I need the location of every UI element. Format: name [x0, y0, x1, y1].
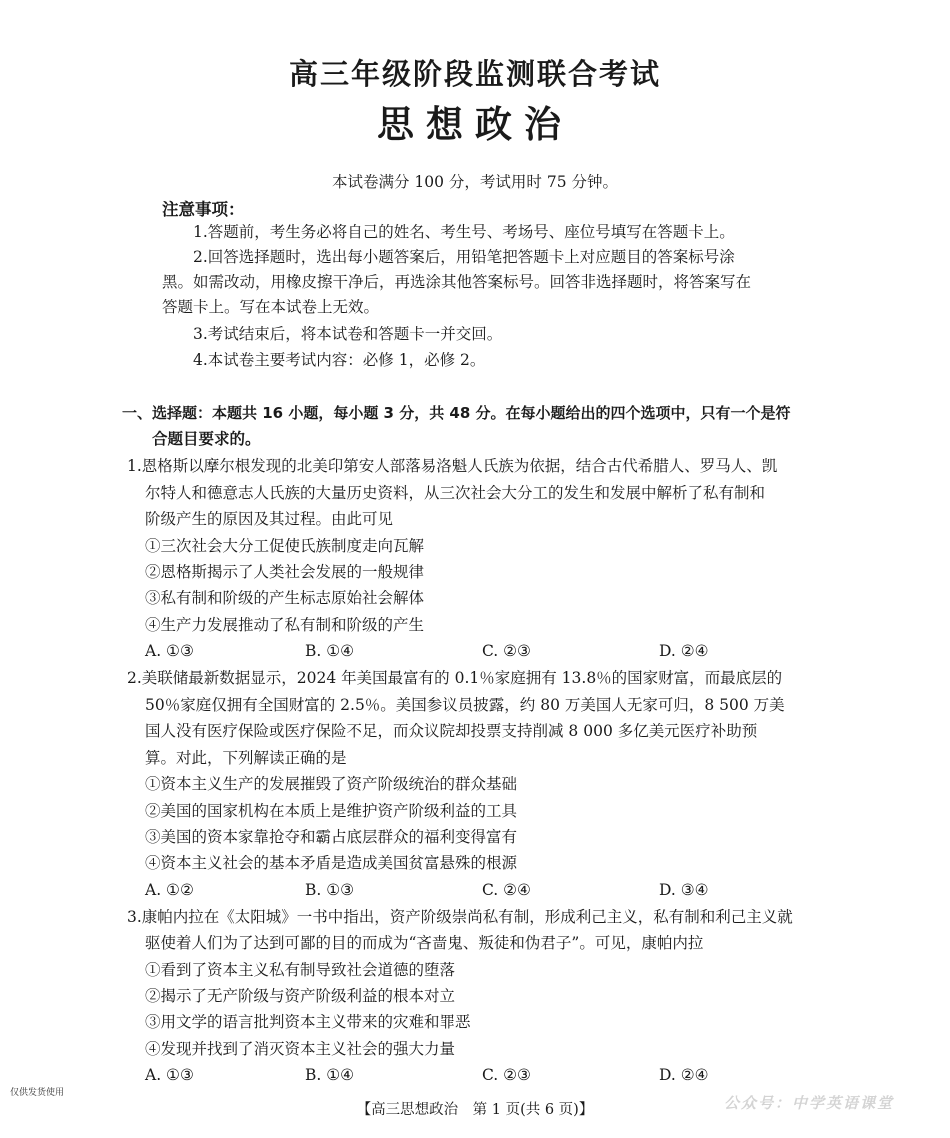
question-3-stem: 3.康帕内拉在《太阳城》一书中指出，资产阶级崇尚私有制，形成利己主义，私有制和利己主义就: [127, 908, 793, 926]
question-1-item: ④生产力发展推动了私有制和阶级的产生: [145, 616, 425, 634]
exam-info: 本试卷满分 100 分，考试用时 75 分钟。: [331, 173, 619, 191]
question-2-item: ②美国的国家机构在本质上是维护资产阶级利益的工具: [145, 802, 518, 820]
question-1-option-b: B. ①④: [305, 642, 355, 660]
question-2-stem: 50％家庭仅拥有全国财富的 2.5％。美国参议员披露，约 80 万美国人无家可归，8 500 万美: [145, 696, 785, 714]
question-2-option-a: A. ①②: [145, 881, 194, 899]
question-1-item: ②恩格斯揭示了人类社会发展的一般规律: [145, 563, 425, 581]
question-1-stem: 阶级产生的原因及其过程。由此可见: [145, 510, 394, 528]
question-2-item: ④资本主义社会的基本矛盾是造成美国贫富悬殊的根源: [145, 854, 518, 872]
notice-line: 黑。如需改动，用橡皮擦干净后，再选涂其他答案标号。回答非选择题时，将答案写在: [162, 273, 752, 291]
notice-line: 3.考试结束后，将本试卷和答题卡一并交回。: [193, 325, 503, 343]
notice-line: 2.回答选择题时，选出每小题答案后，用铅笔把答题卡上对应题目的答案标号涂: [193, 248, 735, 266]
question-3-stem: 驱使着人们为了达到可鄙的目的而成为“吝啬鬼、叛徒和伪君子”。可见，康帕内拉: [145, 934, 704, 952]
question-1-item: ③私有制和阶级的产生标志原始社会解体: [145, 589, 425, 607]
question-1-item: ①三次社会大分工促使氏族制度走向瓦解: [145, 537, 425, 555]
question-2-item: ③美国的资本家靠抢夺和霸占底层群众的福利变得富有: [145, 828, 518, 846]
question-1-option-d: D. ②④: [659, 642, 709, 660]
question-3-option-a: A. ①③: [145, 1066, 194, 1084]
question-1-stem: 尔特人和德意志人氏族的大量历史资料，从三次社会大分工的发生和发展中解析了私有制和: [145, 484, 766, 502]
notice-line: 答题卡上。写在本试卷上无效。: [162, 298, 380, 316]
question-3-item: ①看到了资本主义私有制导致社会道德的堕落: [145, 961, 456, 979]
notice-line: 1.答题前，考生务必将自己的姓名、考生号、考场号、座位号填写在答题卡上。: [193, 223, 735, 241]
question-1-option-c: C. ②③: [482, 642, 531, 660]
question-3-option-c: C. ②③: [482, 1066, 531, 1084]
question-2-stem: 国人没有医疗保险或医疗保险不足，而众议院却投票支持削减 8 000 多亿美元医疗补助预: [145, 722, 758, 740]
question-2-option-d: D. ③④: [659, 881, 709, 899]
exam-title: 高三年级阶段监测联合考试: [288, 57, 661, 91]
notice-heading: 注意事项：: [162, 200, 245, 219]
question-1-stem: 1.恩格斯以摩尔根发现的北美印第安人部落易洛魁人氏族为依据，结合古代希腊人、罗马人、凯: [127, 457, 778, 475]
notice-line: 4.本试卷主要考试内容：必修 1，必修 2。: [193, 351, 486, 369]
question-2-option-b: B. ①③: [305, 881, 355, 899]
question-2-stem: 算。对此，下列解读正确的是: [145, 749, 347, 767]
question-3-item: ②揭示了无产阶级与资产阶级利益的根本对立: [145, 987, 456, 1005]
question-2-option-c: C. ②④: [482, 881, 531, 899]
question-3-item: ④发现并找到了消灭资本主义社会的强大力量: [145, 1040, 456, 1058]
section-heading: 一、选择题：本题共 16 小题，每小题 3 分，共 48 分。在每小题给出的四个选项中，只有一个是符: [122, 404, 791, 422]
question-2-item: ①资本主义生产的发展摧毁了资产阶级统治的群众基础: [145, 775, 518, 793]
distribution-note: 仅供发货使用: [10, 1088, 65, 1098]
section-heading-cont: 合题目要求的。: [152, 430, 261, 448]
page-footer: 【高三思想政治 第 1 页(共 6 页)】: [356, 1102, 594, 1118]
question-1-option-a: A. ①③: [145, 642, 194, 660]
question-3-option-d: D. ②④: [659, 1066, 709, 1084]
question-3-item: ③用文学的语言批判资本主义带来的灾难和罪恶: [145, 1013, 471, 1031]
question-2-stem: 2.美联储最新数据显示，2024 年美国最富有的 0.1％家庭拥有 13.8％的国家财富，而最底层的: [127, 669, 783, 687]
question-3-option-b: B. ①④: [305, 1066, 355, 1084]
watermark: 公众号：中学英语课堂: [724, 1094, 895, 1112]
subject-title: 思想政治: [377, 103, 573, 146]
